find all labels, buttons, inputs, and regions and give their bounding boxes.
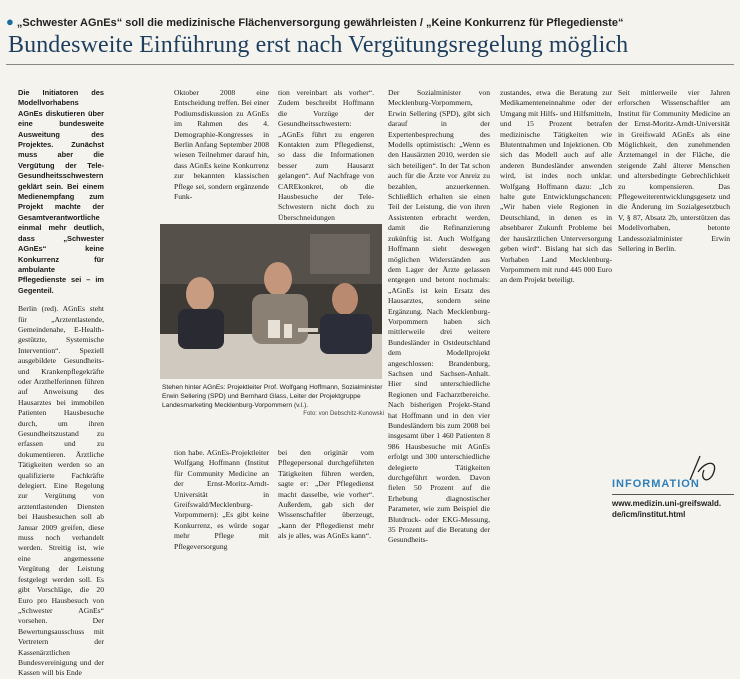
column-3-top	[278, 88, 374, 222]
column-1-body: Berlin (red). AGnEs steht für „Arztentlastende, Gemeindenahe, E-Health-gestützte, Systemische Intervention“. Speziell ausgebildete Gesundheits- und Krankenpflegekräfte oder Arzthelferinnen führen auf Anweisung des Hausarztes bei immobilen Patienten Hausbesuche durch, um ihren Gesundheitszustand zu erfassen und zu dokumentieren. Ärztliche Tätigkeiten werden so an qualifizierte Fachkräfte delegiert. Eine Regelung zur Vergütung von arztentlastenden Diensten bei Hausbesuchen soll ab Januar 2009 greifen, diese muss noch verhandelt werden. Streitig ist, wie eine angemessene Vergütung der Leistung festgelegt werden soll. Es gibt Vorschläge, die 20 Euro pro Hausbesuch von „Schwester AGnEs“ vorsehen. Der Bewertungsausschuss mit Vertretern der Kassenärztlichen Bundesvereinigung und der Kassen will bis Ende	[18, 304, 104, 678]
article-kicker	[6, 14, 734, 29]
column-2-body: Oktober 2008 eine Entscheidung treffen. Bei einer Podiumsdiskussion zu AGnEs im Rahmen des 4. Demographie-Kongresses in Berlin Anfang September 2008 wiesen Teilnehmer darauf hin, dass AGnEs keine Konkurrenz zur bekannten klassischen Pflege sei, sondern ergänzende Funk-	[174, 88, 269, 202]
panel-photo-illustration	[160, 224, 382, 379]
column-4: Der Sozialminister von Mecklenburg-Vorpommern, Erwin Sellering (SPD), gibt sich darauf in der Expertenbesprechung des Modells optimistisch: „Wenn es den Hausärzten 2010, werden sie sich beteiligen“. In der Tat schon auch für die Ärzte vor Anreiz zu bezahlen, anzuerkennen. Schließlich erhalten sie einen Teil der Leistung, die von ihren Assistenten erbracht werden, damit die Refinanzierung zukünftig ist. Auch Wolfgang Hoffmann sieht deswegen möglichen Widerständen aus dem Lager der Ärzte gelassen entgegen und betont nochmals: „AGnEs ist kein Ersatz des Hausarztes, sondern seine Ergänzung. Nach Mecklenburg-Vorpommern haben sich mittlerweile drei weitere Bundesländer in Ostdeutschland dem Modellprojekt angeschlossen: Brandenburg, Sachsen und Sachsen-Anhalt. Hier sind unterschiedliche Regionen und Facharztbereiche. Nach bisherigen Projekt-Stand hat Hoffmann und in den vier Bundesländern bis zum 2008 bei insgesamt über 1 460 Patienten 8 986 Hausbesuche mit AGnEs erfolgt und 300 unterschiedliche delegierte Tätigkeiten durchgeführt worden. Davon fielen 50 Prozent auf die Erhebung diagnostischer Parameter, wie zum Beispiel die Blutdruck- oder EKG-Messung, 35 Prozent auf die Beratung der Gesundheits-	[388, 88, 490, 545]
information-divider	[612, 494, 734, 495]
column-5: zustandes, etwa die Beratung zur Medikamenteneinnahme oder der Umgang mit Hilfs- und Hilfsmitteln, und 15 Prozent betrafen medizinische Tätigkeiten wie Blutentnahmen und Injektionen. Ob sich das Modell auch auf alle anderen Bundesländer anwenden wird, ist indes noch unklar. Wolfgang Hoffmann dazu: „Ich halte gute Entwicklungschancen: „Wir haben viele Regionen in Deutschland, in denen es in absehbarer Zukunft Probleme bei der hausärztlichen Unterversorgung geben wird“. Bislang hat sich das Vorhaben Land Mecklenburg-Vorpommern mit rund 445 000 Euro an dem Projekt beteiligt.	[500, 88, 612, 285]
headline-divider	[6, 64, 734, 65]
column-1	[18, 88, 104, 678]
column-3-body: tion vereinbart als vorher“. Zudem beschreibt Hoffmann die Vorzüge der Gesundheitsschwestern: „AGnEs führt zu engeren Kontakten zum Pflegedienst, so dass die Informationen besser zum Hausarzt gelangen“. Auf Nachfrage von CAREkonkret, ob die Hausbesuche der Tele-Schwestern nicht doch zu Überschneidungen	[278, 88, 374, 222]
column-6: Seit mittlerweile vier Jahren erforschen Wissenschaftler am Institut für Community Medicine an der Ernst-Moritz-Arndt-Universität in Greifswald AGnEs als eine Möglichkeit, den zunehmenden Ärztemangel in der Fläche, die steigende Zahl älterer Menschen und altersbedingte Gebrechlichkeit zu kompensieren. Das Pflegeweiterentwicklungsgesetz und die Änderung im Sozialgesetzbuch V, § 87, Absatz 2b, unterstützen das Modellvorhaben, betonte Landessozialminister Erwin Sellering in Berlin.	[618, 88, 730, 254]
column-2-top	[174, 88, 269, 216]
photo-caption	[162, 383, 384, 419]
information-link[interactable]	[612, 498, 721, 520]
photo-caption-text: Stehen hinter AGnEs: Projektleiter Prof. Wolfgang Hoffmann, Sozialminister Erwin Sellering (SPD) und Bernhard Glass, Leiter der Projektgruppe Landesmarketing Mecklenburg-Vorpommern (v.l.).	[162, 384, 383, 409]
article-lead: Die Initiatoren des Modellvorhabens AGnEs diskutieren über eine bundesweite Ausweitung des Projektes. Zunächst muss aber die Vergütung der Tele-Gesundheitsschwestern geklärt sein. Bei einem Medienempfang zum Projekt machte der Gesamtverantwortliche einmal mehr deutlich, dass „Schwester AGnEs“ keine Konkurrenz für ambulante Pflegedienste sei – im Gegenteil.	[18, 88, 104, 295]
photo-credit: Foto: von Debschitz-Kunowski	[303, 411, 384, 417]
information-title: INFORMATION	[612, 478, 700, 490]
information-url-line-2: de/icm/institut.html	[612, 510, 686, 519]
kicker-text: „Schwester AGnEs“ soll die medizinische Flächenversorgung gewährleisten / „Keine Konkurrenz für Pflegedienste“	[16, 17, 624, 29]
article-photo	[160, 224, 382, 379]
column-3-bottom: bei den originär vom Pflegepersonal durchgeführten Tätigkeiten führen werden, sagte er: „Der Pflegedienst macht dasselbe, wie vorher“. Außerdem, gab sich der Wissenschaftler überzeugt, „kann der Pflegedienst mehr als je alles, was AGnEs kann“.	[278, 448, 374, 541]
bullet-dot-icon: ●	[6, 14, 14, 29]
information-url-line-1: www.medizin.uni-greifswald.	[612, 499, 722, 508]
column-2-bottom: tion habe. AGnEs-Projektleiter Wolfgang Hoffmann (Institut für Community Medicine an der Ernst-Moritz-Arndt-Universität in Greifswald/Mecklenburg-Vorpommern): „Es gibt keine Konkurrenz, es würde sogar mehr Pflege mit Pflegeversorgung	[174, 448, 269, 551]
author-signature-icon	[686, 452, 722, 488]
article-headline: Bundesweite Einführung erst nach Vergütungsregelung möglich	[8, 32, 629, 58]
